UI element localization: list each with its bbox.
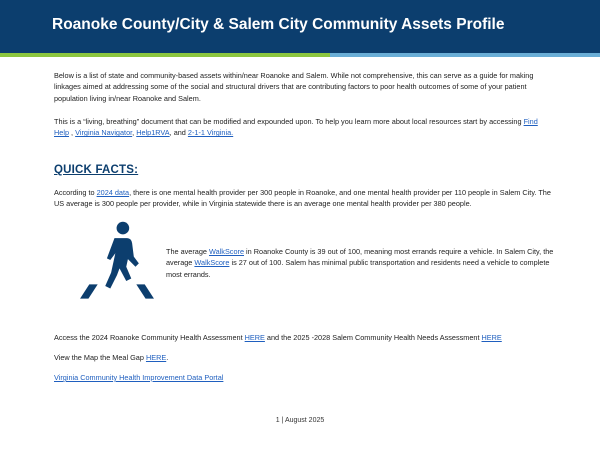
data-portal-paragraph [54,372,554,383]
meal-gap-link[interactable]: HERE [145,353,167,362]
walkscore-section [166,246,561,280]
data-portal-section [54,372,554,383]
roanoke-assessment-link[interactable]: HERE [244,333,265,342]
quick-facts-heading: QUICK FACTS: [54,164,139,176]
intro-section [54,70,554,104]
header-bar [0,0,600,53]
walkscore-paragraph [166,246,561,280]
walkscore-text: in Roanoke County is 39 out of 100, meaning most errands require a vehicle. In Salem City, the average [166,247,554,268]
living-separator: , [132,128,137,138]
chna-paragraph [54,332,554,343]
provider-section [54,187,554,210]
meal-gap-text: . [166,353,169,362]
living-separator: , and [169,128,188,138]
pedestrian-crosswalk-icon [75,218,159,302]
intro-paragraph: Below is a list of state and community-based assets within/near Roanoke and Salem. While not comprehensive, this can serve as a guide for making linkages aimed at addressing some of the social and structural drivers that are contributing factors to poor health outcomes of some of your patient population living in/near Roanoke and Salem. [54,71,534,103]
chna-section [54,332,554,343]
living-paragraph [54,116,554,139]
header-stripe-green [0,53,330,57]
living-text: This is a “living, breathing” document that can be modified and expounded upon. To help you learn more about local resources start by accessing [54,117,524,126]
chna-text: and the 2025 -2028 Salem Community Health Needs Assessment [264,333,482,342]
salem-assessment-link[interactable]: HERE [481,333,502,342]
meal-gap-section [54,352,554,363]
provider-text: According to [54,188,97,197]
walkscore-text: is 27 out of 100. Salem has minimal public transportation and residents need a vehicle to complete most errands. [166,258,550,279]
walkscore-text: The average [166,247,209,256]
meal-gap-paragraph [54,352,554,363]
provider-text: , there is one mental health provider per 300 people in Roanoke, and one mental health provider per 110 people in Salem City. The US average is 300 people per provider, while in Virginia statewide there is an average one mental health provider per 380 people. [54,188,551,209]
living-separator: , [69,128,76,138]
virginia-navigator-link[interactable]: Virginia Navigator [75,128,133,138]
find-help-link[interactable]: Find Help [54,117,538,138]
2024-data-link[interactable]: 2024 data [96,188,130,197]
meal-gap-text: View the Map the Meal Gap [54,353,146,362]
chna-text: Access the 2024 Roanoke Community Health Assessment [54,333,245,342]
page-title: Roanoke County/City & Salem City Community Assets Profile [52,16,505,33]
page-footer: 1 | August 2025 [275,417,325,424]
provider-paragraph [54,187,554,210]
walkscore-link[interactable]: WalkScore [209,247,245,256]
help1rva-link[interactable]: Help1RVA [136,128,170,138]
header-stripe-blue [330,53,600,57]
walkscore-link[interactable]: WalkScore [194,258,230,268]
211-virginia-link[interactable]: 2-1-1 Virginia. [187,128,234,138]
living-document-section [54,116,554,139]
data-portal-link[interactable]: Virginia Community Health Improvement Data Portal [54,373,224,382]
